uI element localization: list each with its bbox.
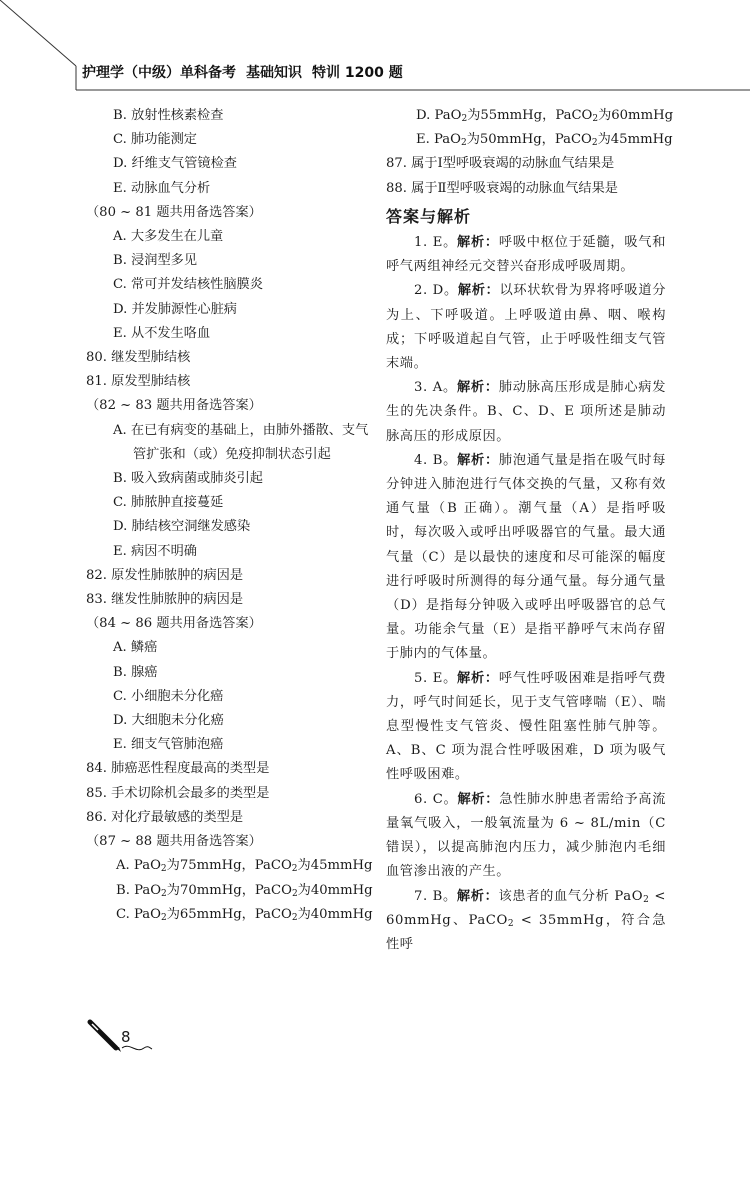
answer-7: 7. B。解析：该患者的血气分析 PaO$_2$ < 60mmHg、PaCO$_2$ < 35mmHg，符合急性呼	[386, 888, 666, 952]
gas-paco2-value: 60mmHg	[611, 108, 674, 123]
answer-item	[386, 788, 666, 885]
gas-option	[86, 854, 376, 878]
header-series: 特训 1200 题	[312, 65, 403, 81]
gas-wei: 为	[297, 906, 311, 922]
question-88: 88. 属于Ⅱ型呼吸衰竭的动脉血气结果是	[386, 180, 618, 196]
option-item: C. 常可并发结核性脑膜炎	[113, 277, 263, 293]
gas-sep: ，	[542, 108, 556, 123]
answer-body: 肺泡通气量是指在吸气时每分钟进入肺泡进行气体交换的气量，又称有效通气量（B 正确）。潮气量（A）是指呼吸时，每次吸入或呼出呼吸器官的气量。最大通气量（C）是以最快的速度和尽可能深的幅度进行呼吸时所测得的每分通气量。每分通气量（D）是指每分钟吸入或呼出呼吸器官的总气量。功能余气量（E）是指平静呼气末尚存留于肺内的气体量。	[386, 452, 666, 662]
running-header	[82, 62, 403, 88]
gas-pao2-value: 75mmHg	[179, 858, 242, 874]
option-item: D. 并发肺源性心脏病	[113, 301, 237, 317]
question-item: 82. 原发性肺脓肿的病因是	[86, 567, 244, 583]
question-item: 84. 肺癌恶性程度最高的类型是	[86, 761, 270, 777]
option-item: E. 病因不明确	[113, 543, 197, 559]
answer-tag: 解析：	[457, 791, 500, 807]
question-item: 81. 原发型肺结核	[86, 374, 191, 390]
subscript: 2	[160, 912, 167, 923]
gas-sep: ，	[241, 882, 255, 898]
option-item: E. 从不发生咯血	[113, 325, 211, 341]
answer-tag: 解析：	[457, 283, 500, 299]
section-title: 答案与解析	[386, 206, 472, 226]
subscript: 2	[160, 864, 167, 875]
left-column	[86, 104, 376, 927]
gas-option	[386, 104, 674, 128]
answer-head: 2. D。	[414, 283, 458, 299]
gas-paco2-label: PaCO	[554, 132, 592, 148]
gas-paco2-label: PaCO	[254, 882, 292, 898]
answer-tag: 解析：	[456, 380, 499, 396]
page-number: 8	[121, 1028, 131, 1046]
gas-pao2-label: PaO	[133, 858, 161, 874]
option-item: A. 在已有病变的基础上，由肺外播散、支气管扩张和（或）免疫抑制状态引起	[113, 422, 369, 462]
gas-wei: 为	[597, 132, 611, 148]
answer-body: 呼气性呼吸困难是指呼气费力，呼气时间延长，见于支气管哮喘（E）、喘息型慢性支气管炎、慢性阻塞性肺气肿等。A、B、C 项为混合性呼吸困难，D 项为吸气性呼吸困难。	[386, 670, 666, 783]
subscript: 2	[591, 138, 598, 149]
answer-item	[386, 279, 666, 376]
gas-option	[86, 879, 376, 903]
gas-paco2-value: 40mmHg	[310, 906, 373, 922]
subscript: 2	[460, 138, 467, 149]
answer-body: 以环状软骨为界将呼吸道分为上、下呼吸道。上呼吸道由鼻、咽、喉构成；下呼吸道起自气管，止于呼吸性细支气管末端。	[386, 283, 666, 372]
subscript: 2	[461, 114, 468, 124]
gas-letter: E.	[416, 132, 435, 148]
answer-tag: 解析：	[457, 670, 499, 686]
gas-option	[86, 903, 376, 927]
gas-pao2-value: 65mmHg	[179, 906, 242, 922]
answer-item	[386, 667, 666, 788]
question-item: 85. 手术切除机会最多的类型是	[86, 785, 270, 801]
gas-wei: 为	[297, 858, 311, 874]
gas-paco2-value: 45mmHg	[310, 858, 373, 874]
gas-letter: A.	[116, 858, 134, 874]
option-item: D. 大细胞未分化癌	[113, 713, 224, 729]
question-item: 83. 继发性肺脓肿的病因是	[86, 592, 244, 608]
gas-sep: ，	[241, 858, 255, 874]
subscript: 2	[291, 888, 298, 899]
right-column	[386, 104, 674, 957]
option-item: B. 浸润型多见	[113, 253, 198, 269]
group-heading: （82 ~ 83 题共用备选答案）	[86, 398, 262, 414]
gas-letter: C.	[116, 906, 135, 922]
gas-wei: 为	[598, 108, 612, 123]
question-item: 86. 对化疗最敏感的类型是	[86, 809, 244, 825]
subscript: 2	[291, 864, 298, 875]
answer-head: 1. E。	[414, 235, 458, 251]
option-item: D. 肺结核空洞继发感染	[113, 519, 251, 535]
header-book: 护理学（中级）单科备考	[82, 65, 236, 81]
option-item: D. 纤维支气管镜检查	[113, 156, 237, 172]
answer-body: 急性肺水肿患者需给予高流量氧气吸入，一般氧流量为 6 ~ 8L/min（C 错误），以提高肺泡内压力，减少肺泡内毛细血管渗出液的产生。	[386, 791, 667, 880]
gas-option	[386, 128, 673, 152]
question-87: 87. 属于Ⅰ型呼吸衰竭的动脉血气结果是	[386, 156, 615, 172]
option-item: C. 小细胞未分化癌	[113, 688, 224, 704]
option-item: B. 腺癌	[113, 664, 158, 680]
gas-wei: 为	[166, 882, 180, 898]
answer-item	[386, 376, 666, 449]
answer-body: 呼吸中枢位于延髓，吸气和呼气两组神经元交替兴奋形成呼吸周期。	[386, 235, 666, 275]
header-subject: 基础知识	[246, 65, 302, 81]
gas-paco2-label: PaCO	[254, 858, 292, 874]
option-item: C. 肺功能测定	[113, 132, 197, 148]
gas-wei: 为	[166, 858, 180, 874]
option-item: B. 放射性核素检查	[113, 108, 224, 123]
option-item: A. 鳞癌	[113, 640, 158, 656]
right-gas-options	[386, 104, 674, 152]
answers-list	[386, 231, 666, 884]
gas-wei: 为	[467, 108, 481, 123]
gas-wei: 为	[166, 906, 180, 922]
option-item: B. 吸入致病菌或肺炎引起	[113, 471, 263, 487]
answer-head: 6. C。	[414, 791, 458, 807]
gas-pao2-value: 55mmHg	[480, 108, 543, 123]
gas-pao2-label: PaO	[434, 132, 461, 148]
option-item: E. 细支气管肺泡癌	[113, 737, 224, 753]
gas-paco2-value: 45mmHg	[610, 132, 673, 148]
answer-tag: 解析：	[457, 235, 499, 251]
group-heading: （87 ~ 88 题共用备选答案）	[86, 834, 262, 850]
answer-tag: 解析：	[456, 888, 499, 904]
gas-paco2-label: PaCO	[555, 108, 593, 123]
gas-pao2-value: 50mmHg	[479, 132, 542, 148]
gas-letter: B.	[116, 882, 135, 898]
gas-letter: D.	[416, 108, 435, 123]
subscript: 2	[161, 888, 167, 899]
gas-paco2-value: 40mmHg	[310, 882, 373, 898]
answer-tag: 解析：	[457, 452, 499, 468]
subscript: 2	[291, 912, 298, 923]
gas-sep: ，	[241, 906, 255, 922]
answer-item	[386, 231, 666, 279]
left-gas-options	[86, 854, 376, 927]
group-heading: （80 ~ 81 题共用备选答案）	[86, 204, 262, 220]
gas-wei: 为	[297, 882, 311, 898]
group-heading: （84 ~ 86 题共用备选答案）	[86, 616, 262, 632]
gas-sep: ，	[541, 132, 555, 148]
left-items	[86, 104, 376, 854]
gas-pao2-label: PaO	[134, 882, 162, 898]
gas-paco2-label: PaCO	[254, 906, 292, 922]
subscript: 2	[592, 114, 599, 124]
gas-pao2-label: PaO	[134, 906, 161, 922]
answer-item	[386, 449, 666, 667]
gas-wei: 为	[466, 132, 480, 148]
gas-pao2-value: 70mmHg	[179, 882, 242, 898]
answer-body: 肺动脉高压形成是肺心病发生的先决条件。B、C、D、E 项所述是肺动脉高压的形成原因。	[386, 380, 666, 444]
option-item: A. 大多发生在儿童	[113, 229, 224, 245]
option-item: C. 肺脓肿直接蔓延	[113, 495, 224, 511]
answer-head: 5. E。	[414, 670, 458, 686]
gas-pao2-label: PaO	[434, 108, 462, 123]
question-item: 80. 继发型肺结核	[86, 350, 191, 366]
answer-head: 7. B。	[414, 888, 457, 904]
answer-head: 3. A。	[414, 380, 457, 396]
answer-head: 4. B。	[414, 452, 458, 468]
option-item: E. 动脉血气分析	[113, 180, 211, 196]
